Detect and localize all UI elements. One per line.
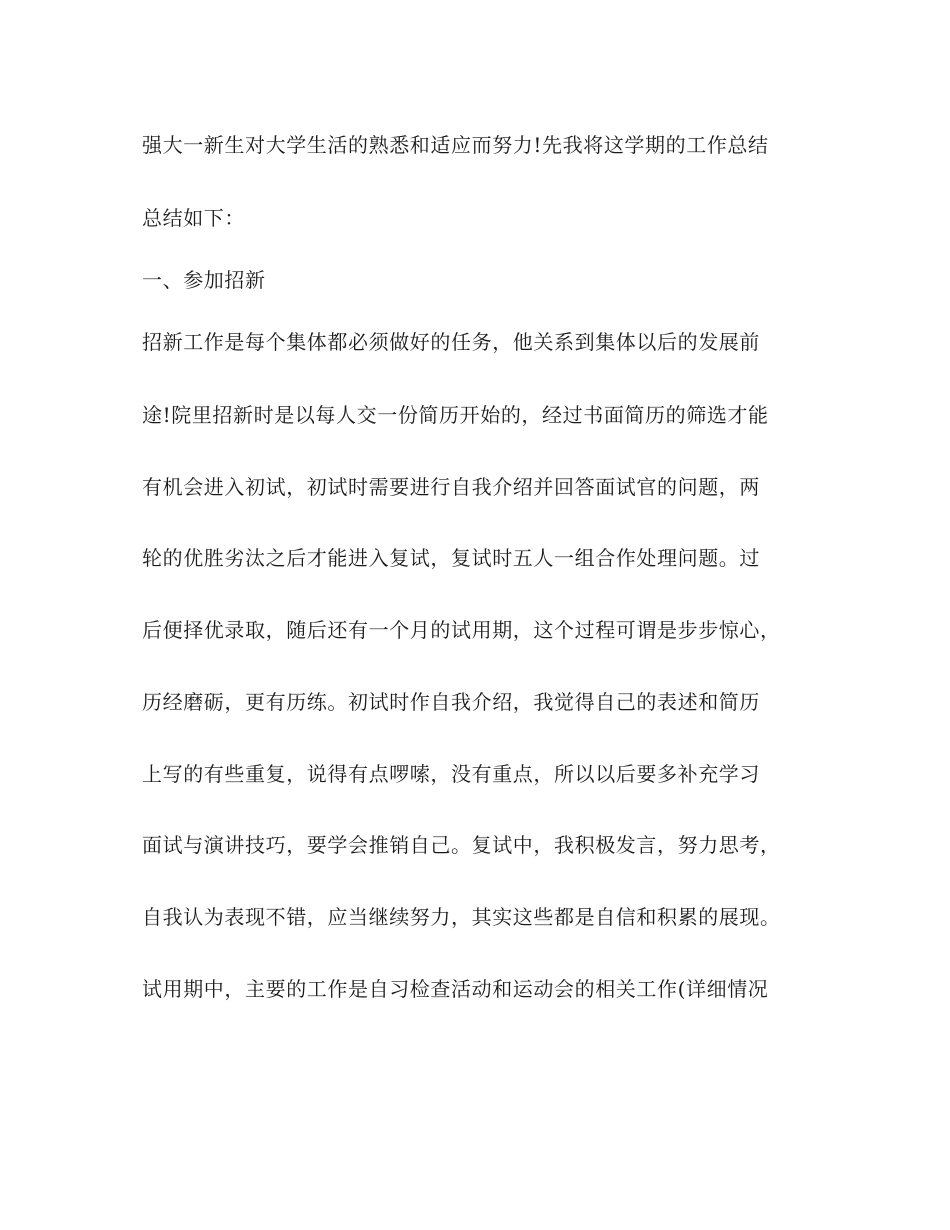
- paragraph-line: 总结如下：: [142, 206, 245, 230]
- paragraph-line: 自我认为表现不错，应当继续努力，其实这些都是自信和积累的展现。: [142, 905, 781, 929]
- paragraph-line: 后便择优录取，随后还有一个月的试用期，这个过程可谓是步步惊心，: [142, 618, 781, 642]
- paragraph-line: 轮的优胜劣汰之后才能进入复试，复试时五人一组合作处理问题。过: [142, 546, 760, 570]
- paragraph-line: 有机会进入初试，初试时需要进行自我介绍并回答面试官的问题，两: [142, 475, 760, 499]
- paragraph-line: 途!院里招新时是以每人交一份简历开始的，经过书面简历的筛选才能: [142, 403, 769, 427]
- section-heading: 一、参加招新: [142, 268, 266, 292]
- paragraph-line: 强大一新生对大学生活的熟悉和适应而努力!先我将这学期的工作总结: [142, 133, 769, 157]
- paragraph-line: 上写的有些重复，说得有点啰嗦，没有重点，所以以后要多补充学习: [142, 762, 760, 786]
- paragraph-line: 招新工作是每个集体都必须做好的任务，他关系到集体以后的发展前: [142, 330, 760, 354]
- paragraph-line: 试用期中，主要的工作是自习检查活动和运动会的相关工作(详细情况: [142, 977, 769, 1001]
- paragraph-line: 面试与演讲技巧，要学会推销自己。复试中，我积极发言，努力思考，: [142, 833, 781, 857]
- paragraph-line: 历经磨砺，更有历练。初试时作自我介绍，我觉得自己的表述和简历: [142, 690, 760, 714]
